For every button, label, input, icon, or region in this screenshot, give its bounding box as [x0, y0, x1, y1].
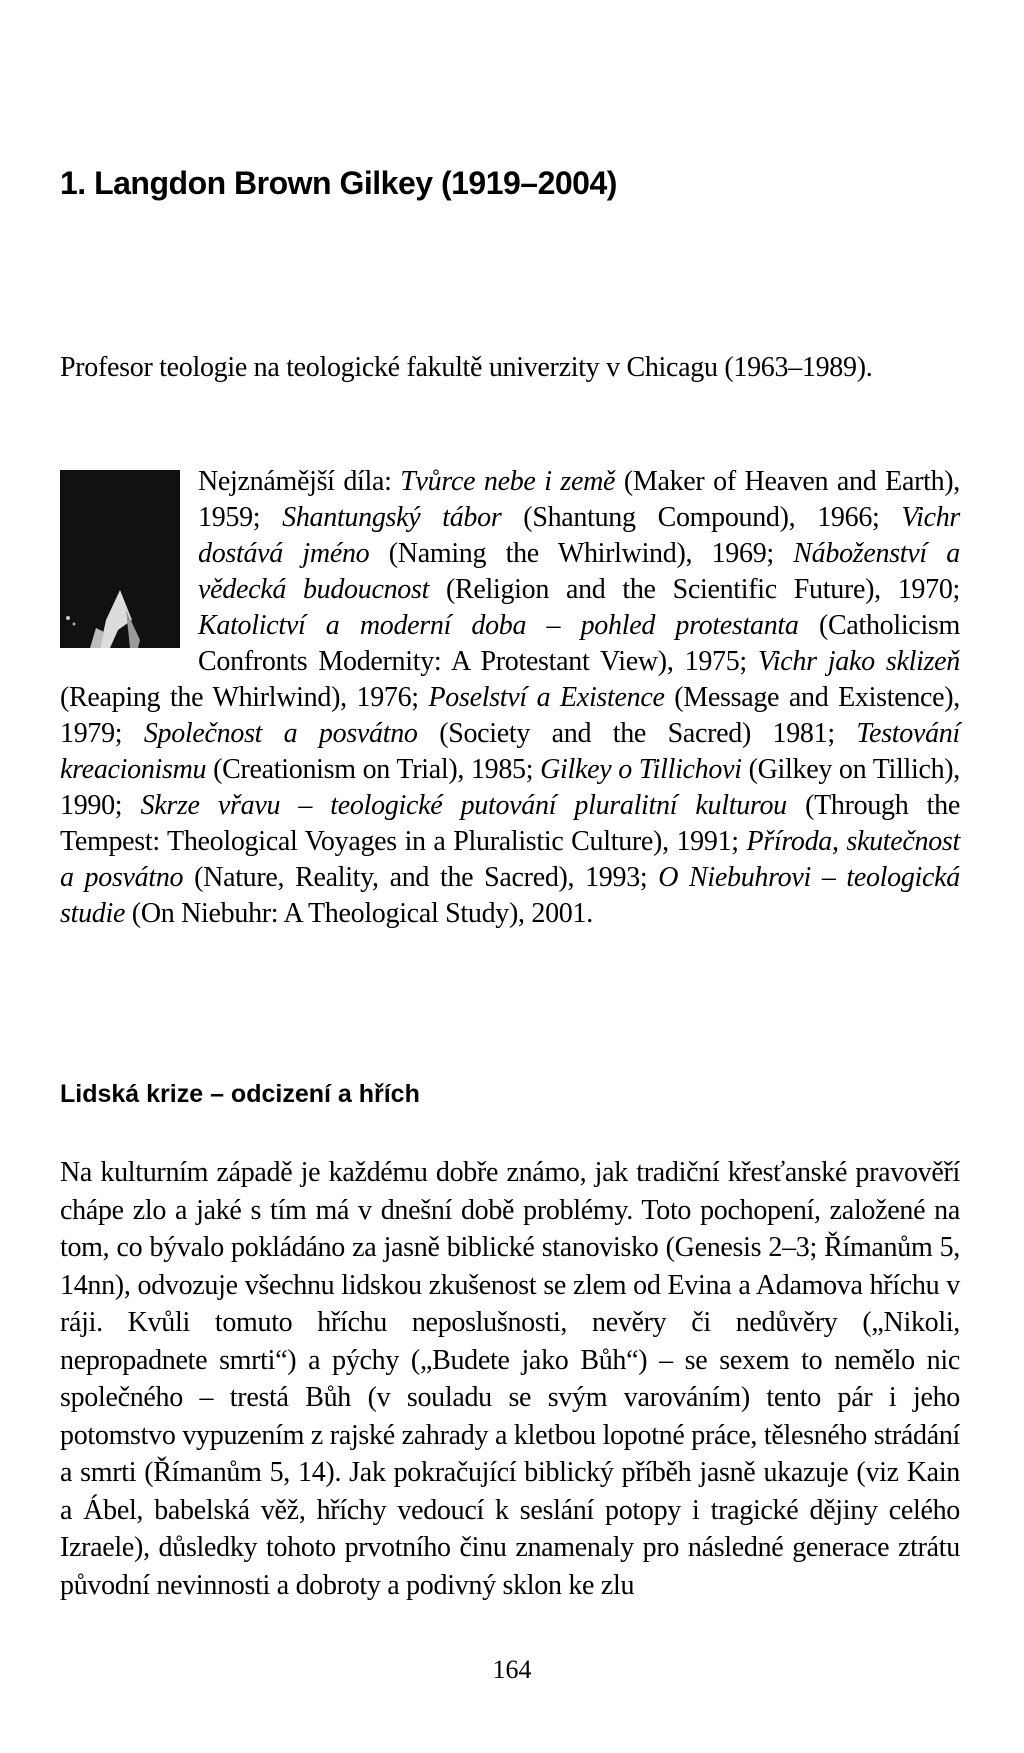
- work-title-en: (Nature, Reality, and the Sacred), 1993;: [183, 862, 659, 893]
- work-title-cz: Příroda, skutečnost a posvátno: [60, 826, 960, 893]
- work-title-cz: Poselství a Existence: [428, 682, 665, 713]
- work-title-cz: Společnost a posvátno: [143, 718, 418, 749]
- work-title-cz: Gilkey o Tillichovi: [540, 754, 742, 785]
- portrait-image: [60, 470, 180, 648]
- work-title-cz: Shantungský tábor: [282, 502, 502, 533]
- works-paragraph: [60, 464, 960, 932]
- work-title-en: (Society and the Sacred) 1981;: [417, 718, 857, 749]
- work-title-cz: Skrze vřavu – teologické putování pluralitní kulturou: [140, 790, 787, 821]
- work-title-en: (Shantung Compound), 1966;: [501, 502, 902, 533]
- work-title-cz: Vichr jako sklizeň: [758, 646, 960, 677]
- page-number: 164: [492, 1655, 532, 1684]
- work-title-cz: Testování kreacionismu: [60, 718, 960, 785]
- work-title-en: (Reaping the Whirlwind), 1976;: [60, 682, 429, 713]
- work-title-cz: Katolictví a moderní doba – pohled protestanta: [198, 610, 799, 641]
- author-intro: Profesor teologie na teologické fakultě univerzity v Chicagu (1963–1989).: [60, 352, 873, 383]
- work-title-cz: O Niebuhrovi – teologická studie: [60, 862, 960, 929]
- chapter-title: 1. Langdon Brown Gilkey (1919–2004): [60, 165, 617, 201]
- section-heading: Lidská krize – odcizení a hřích: [60, 1080, 420, 1108]
- author-portrait: [60, 470, 180, 648]
- work-title-cz: Tvůrce nebe i země: [400, 466, 616, 497]
- work-title-en: (Naming the Whirlwind), 1969;: [369, 538, 794, 569]
- work-title-en: (Maker of Heaven and Earth), 1959;: [198, 466, 960, 533]
- work-title-cz: Náboženství a vědecká budoucnost: [198, 538, 960, 605]
- work-title-en: (Catholicism Confronts Modernity: A Protestant View), 1975;: [198, 610, 960, 677]
- work-title-en: (Religion and the Scientific Future), 1970;: [429, 574, 960, 605]
- work-title-en: (Gilkey on Tillich), 1990;: [60, 754, 960, 821]
- work-title-en: (On Niebuhr: A Theological Study), 2001.: [125, 898, 593, 929]
- body-paragraph: Na kulturním západě je každému dobře známo, jak tradiční křesťanské pravověří chápe zlo a jaké s tím má v dnešní době problémy. Toto pochopení, založené na tom, co bývalo pokládáno za jasně biblické stanovisko (Genesis 2–3; Římanům 5, 14nn), odvozuje všechnu lidskou zkušenost se zlem od Evina a Adamova hříchu v ráji. Kvůli tomuto hříchu neposlušnosti, nevěry či nedůvěry („Nikoli, nepropadnete smrti“) a pýchy („Budete jako Bůh“) – se sexem to nemělo nic společného – trestá Bůh (v souladu se svým varováním) tento pár i jeho potomstvo vypuzením z rajské zahrady a kletbou lopotné práce, tělesného strádání a smrti (Římanům 5, 14). Jak pokračující biblický příběh jasně ukazuje (viz Kain a Ábel, babelská věž, hříchy vedoucí k seslání potopy i tragické dějiny celého Izraele), důsledky tohoto prvotního činu znamenaly pro následné generace ztrátu původní nevinnosti a dobroty a podivný sklon ke zlu: [60, 1157, 960, 1601]
- works-prefix: Nejznámější díla:: [198, 466, 401, 497]
- work-title-cz: Vichr dostává jméno: [198, 502, 961, 569]
- work-title-en: (Message and Existence), 1979;: [60, 682, 960, 749]
- work-title-en: (Through the Tempest: Theological Voyages in a Pluralistic Culture), 1991;: [60, 790, 960, 857]
- work-title-en: (Creationism on Trial), 1985;: [206, 754, 541, 785]
